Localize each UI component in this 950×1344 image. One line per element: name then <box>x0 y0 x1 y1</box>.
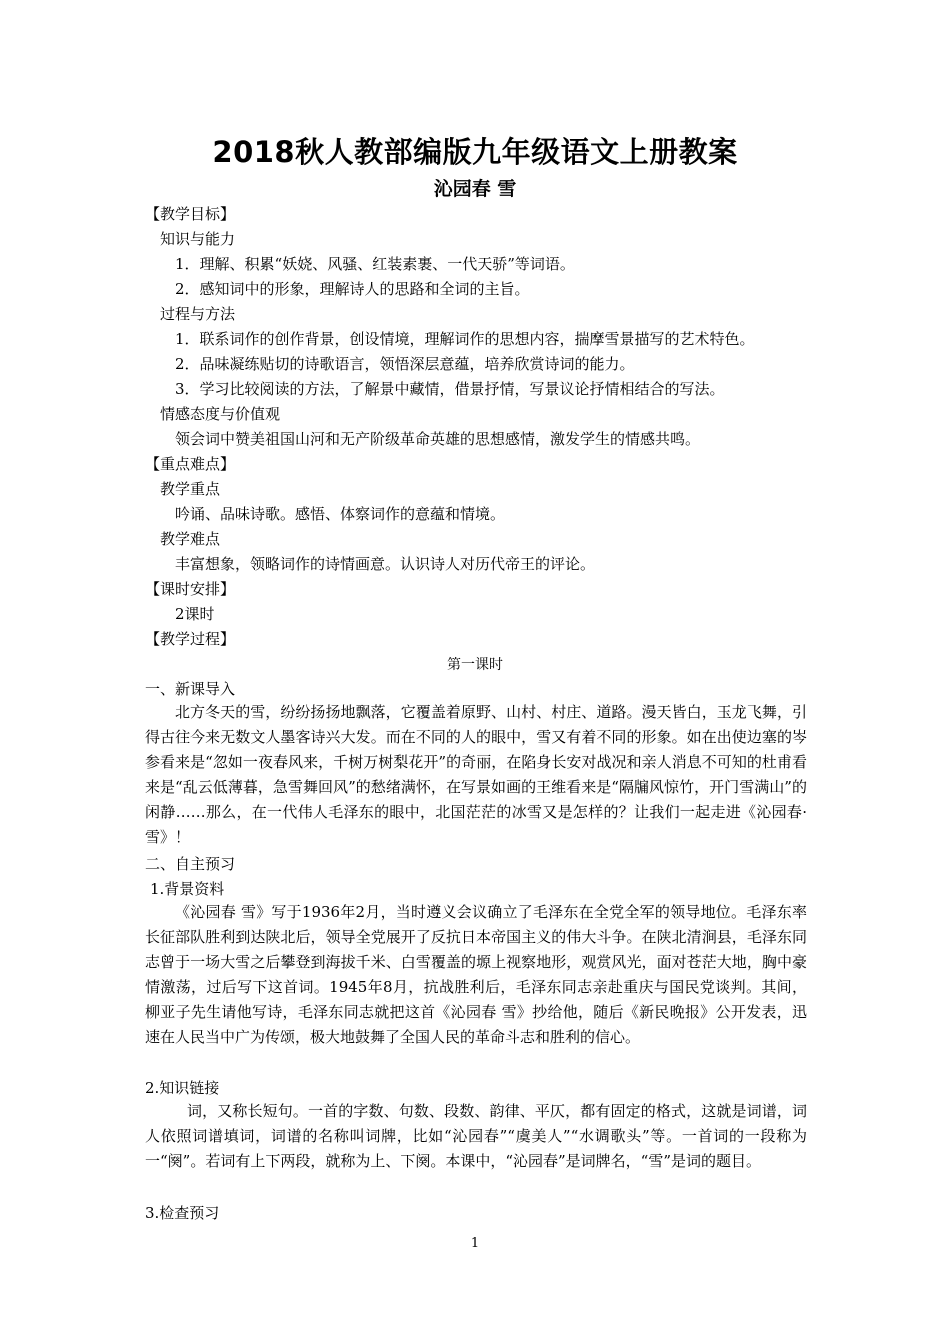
preview-heading: 二、自主预习 <box>145 855 236 873</box>
intro-heading: 一、新课导入 <box>145 680 236 698</box>
process-item-1: 1．联系词作的创作背景，创设情境，理解词作的思想内容，揣摩雪景描写的艺术特色。 <box>175 330 755 348</box>
background-paragraph: 《沁园春 雪》写于1936年2月，当时遵义会议确立了毛泽东在全党全军的领导地位。毛泽东率长征部队胜利到达陕北后，领导全党展开了反抗日本帝国主义的伟大斗争。在陕北清涧县，毛泽东同志曾于一场大雪之后攀登到海拔千米、白雪覆盖的塬上视察地形，观赏风光，面对苍茫大地，胸中豪情激荡，过后写下这首词。1945年8月，抗战胜利后，毛泽东同志亲赴重庆与国民党谈判。其间，柳亚子先生请他写诗，毛泽东同志就把这首《沁园春 雪》抄给他，随后《新民晚报》公开发表，迅速在人民当中广为传颂，极大地鼓舞了全国人民的革命斗志和胜利的信心。 <box>145 903 807 1046</box>
process-label: 过程与方法 <box>160 305 236 323</box>
document-subtitle: 沁园春 雪 <box>433 178 517 200</box>
page-number: 1 <box>470 1236 480 1251</box>
background-heading: 1.背景资料 <box>150 880 225 898</box>
schedule-text: 2课时 <box>175 605 215 623</box>
knowledge-label: 知识与能力 <box>160 230 236 248</box>
focus-text: 吟诵、品味诗歌。感悟、体察词作的意蕴和情境。 <box>175 505 506 523</box>
knowledge-item-1: 1．理解、积累“妖娆、风骚、红装素裹、一代天骄”等词语。 <box>175 255 575 273</box>
objectives-heading: 【教学目标】 <box>145 205 236 223</box>
difficulty-label: 教学难点 <box>160 530 221 548</box>
knowledge-item-2: 2．感知词中的形象，理解诗人的思路和全词的主旨。 <box>175 280 530 298</box>
keypoints-heading: 【重点难点】 <box>145 455 236 473</box>
intro-paragraph: 北方冬天的雪，纷纷扬扬地飘落，它覆盖着原野、山村、村庄、道路。漫天皆白，玉龙飞舞，引得古往今来无数文人墨客诗兴大发。而在不同的人的眼中，雪又有着不同的形象。如在出使边塞的岑参看来是“忽如一夜春风来，千树万树梨花开”的奇丽，在陷身长安对战况和亲人消息不可知的杜甫看来是“乱云低薄暮，急雪舞回风”的愁绪满怀，在写景如画的王维看来是“隔牖风惊竹，开门雪满山”的闲静……那么，在一代伟人毛泽东的眼中，北国茫茫的冰雪又是怎样的？让我们一起走进《沁园春·雪》！ <box>145 703 807 846</box>
difficulty-text: 丰富想象，领略词作的诗情画意。认识诗人对历代帝王的评论。 <box>175 555 596 573</box>
emotion-label: 情感态度与价值观 <box>160 405 281 423</box>
lesson-label: 第一课时 <box>447 657 503 673</box>
schedule-heading: 【课时安排】 <box>145 580 236 598</box>
focus-label: 教学重点 <box>160 480 221 498</box>
knowledge-link-paragraph: 词，又称长短句。一首的字数、句数、段数、韵律、平仄，都有固定的格式，这就是词谱，词人依照词谱填词，词谱的名称叫词牌，比如“沁园春”“虞美人”“水调歌头”等。一首词的一段称为一“阕”。若词有上下两段，就称为上、下阕。本课中，“沁园春”是词牌名，“雪”是词的题目。 <box>145 1102 807 1170</box>
knowledge-link-heading: 2.知识链接 <box>145 1079 220 1097</box>
emotion-text: 领会词中赞美祖国山河和无产阶级革命英雄的思想感情，激发学生的情感共鸣。 <box>175 430 701 448</box>
document-title: 2018秋人教部编版九年级语文上册教案 <box>212 135 738 169</box>
check-preview-heading: 3.检查预习 <box>145 1204 220 1222</box>
process-item-2: 2．品味凝练贴切的诗歌语言，领悟深层意蕴，培养欣赏诗词的能力。 <box>175 355 635 373</box>
process-item-3: 3．学习比较阅读的方法，了解景中藏情，借景抒情，写景议论抒情相结合的写法。 <box>175 380 725 398</box>
procedure-heading: 【教学过程】 <box>145 630 236 648</box>
